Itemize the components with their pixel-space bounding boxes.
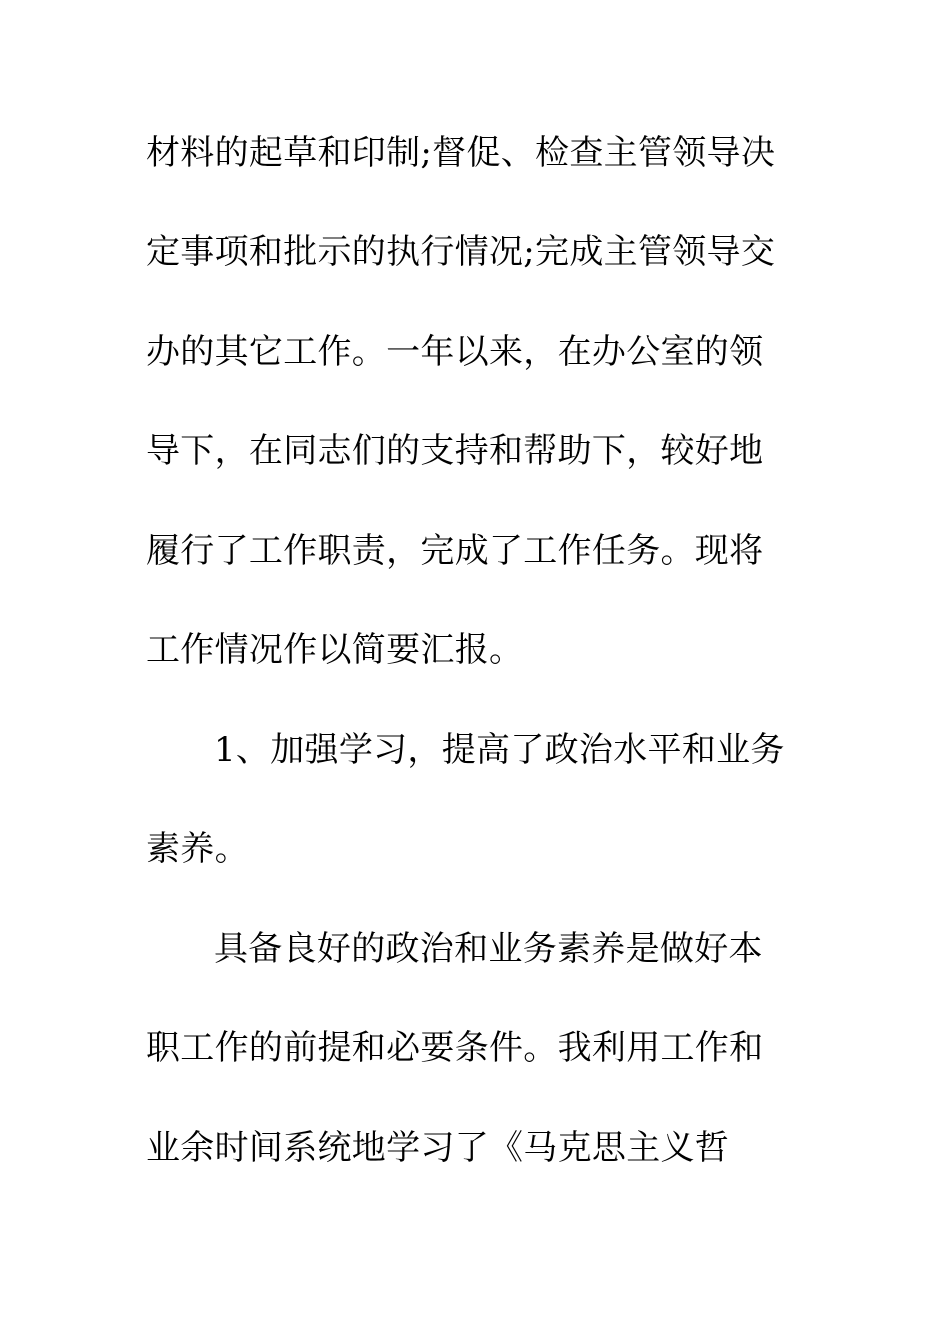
paragraph-start: 具备良好的政治和业务素养是做好本	[214, 929, 763, 969]
text-line: 材料的起草和印制;督促、检查主管领导决	[146, 133, 776, 173]
text-line: 履行了工作职责，完成了工作任务。现将	[146, 531, 764, 571]
text-line: 素养。	[146, 829, 249, 869]
text-line: 业余时间系统地学习了《马克思主义哲	[146, 1128, 730, 1168]
text-line: 工作情况作以简要汇报。	[146, 630, 524, 670]
text-line: 定事项和批示的执行情况;完成主管领导交	[146, 232, 776, 272]
text-line: 导下，在同志们的支持和帮助下，较好地	[146, 431, 764, 471]
text-line: 办的其它工作。一年以来，在办公室的领	[146, 332, 764, 372]
text-line: 职工作的前提和必要条件。我利用工作和	[146, 1028, 764, 1068]
section-heading: 1、加强学习，提高了政治水平和业务	[214, 730, 785, 770]
